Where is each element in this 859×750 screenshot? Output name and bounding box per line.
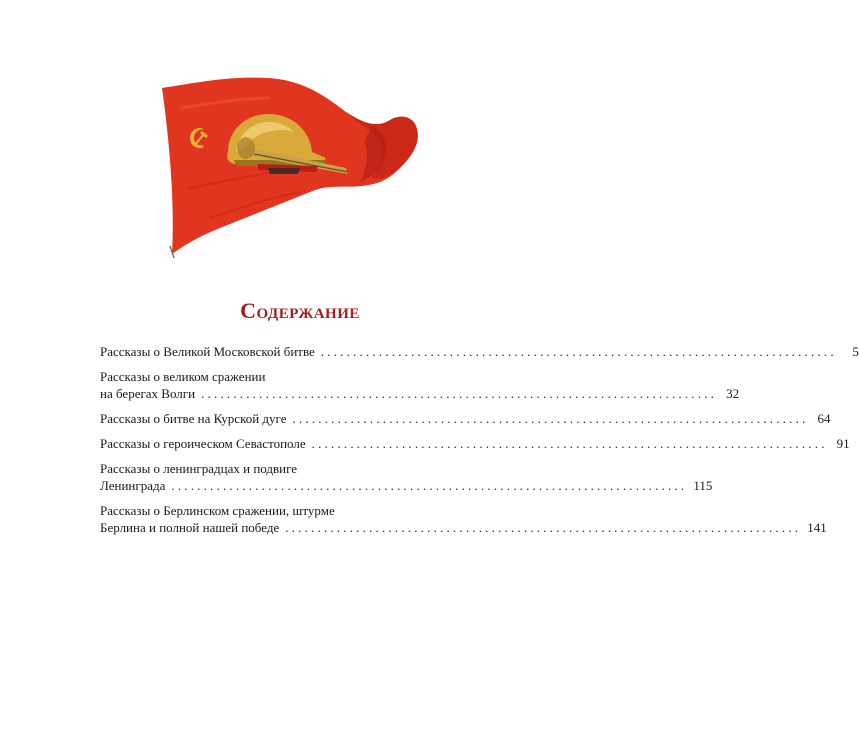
toc-entry-text: Рассказы о ленинградцах и подвиге <box>100 461 298 476</box>
red-banner-illustration <box>150 68 425 258</box>
toc-page-number: 64 <box>817 411 831 426</box>
dot-leader: ................................................................................ <box>311 436 828 451</box>
toc-page-number: 5 <box>852 344 859 359</box>
toc-entry-text: Ленинграда <box>100 478 166 493</box>
toc-title: Содержание <box>240 298 360 323</box>
dot-leader: ................................................................................ <box>320 344 837 359</box>
toc-entry-row <box>100 435 850 452</box>
toc-entry[interactable] <box>100 435 850 452</box>
toc-entry-text: Рассказы о Великой Московской битве <box>100 344 315 359</box>
toc-entry-row <box>100 519 827 536</box>
dot-leader: ................................................................................ <box>171 478 688 493</box>
toc-entry[interactable] <box>100 410 831 427</box>
toc-page-number: 32 <box>726 386 740 401</box>
toc-entry-row <box>100 385 740 402</box>
toc-entry[interactable] <box>100 502 827 536</box>
dot-leader: ................................................................................ <box>285 520 802 535</box>
toc-page-number: 115 <box>693 478 713 493</box>
table-of-contents <box>100 343 859 544</box>
toc-entry-row <box>100 477 713 494</box>
dot-leader: ................................................................................ <box>292 411 809 426</box>
toc-entry-text: Берлина и полной нашей победе <box>100 520 280 535</box>
toc-entry-row <box>100 410 831 427</box>
toc-entry-text: Рассказы о Берлинском сражении, штурме <box>100 503 335 518</box>
toc-entry-text: Рассказы о битве на Курской дуге <box>100 411 287 426</box>
toc-entry[interactable] <box>100 343 859 360</box>
toc-entry-text: Рассказы о великом сражении <box>100 369 266 384</box>
toc-page-number: 141 <box>807 520 827 535</box>
toc-entry[interactable] <box>100 460 713 494</box>
toc-entry-text: Рассказы о героическом Севастополе <box>100 436 306 451</box>
toc-page-number: 91 <box>836 436 850 451</box>
dot-leader: ................................................................................ <box>201 386 718 401</box>
toc-entry-row <box>100 343 859 360</box>
toc-entry[interactable] <box>100 368 740 402</box>
toc-entry-text: на берегах Волги <box>100 386 196 401</box>
